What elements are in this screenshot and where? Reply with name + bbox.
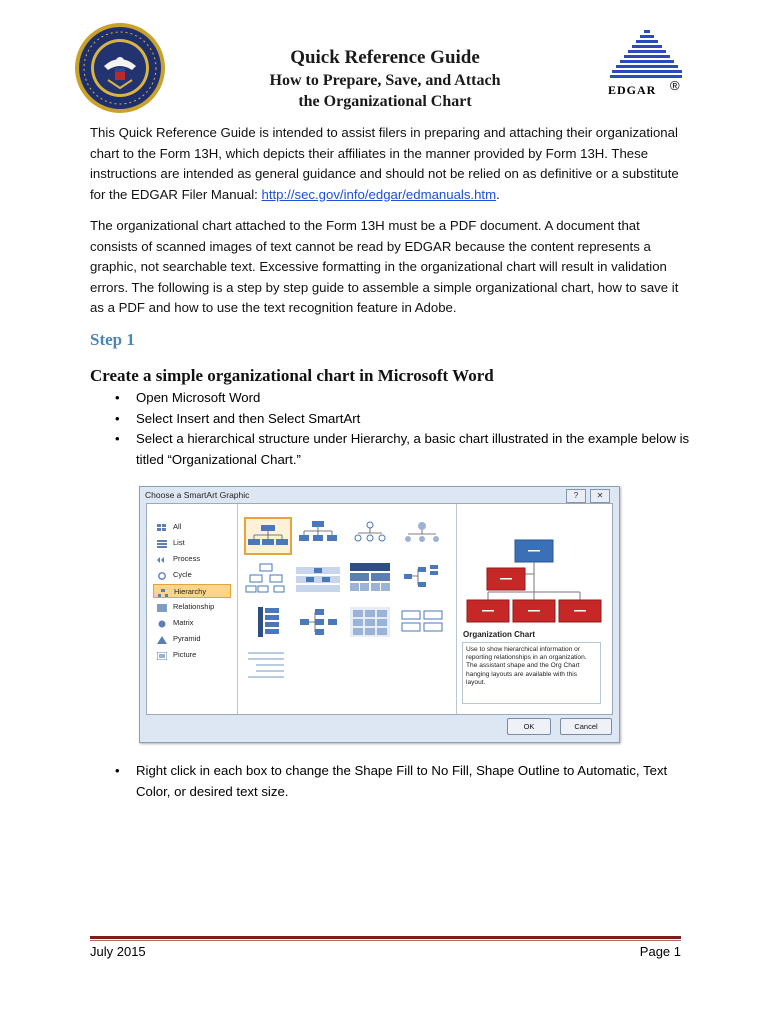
layout-hierarchy[interactable] [244,561,288,595]
edgar-manual-link[interactable]: http://sec.gov/info/edgar/edmanuals.htm [261,186,497,202]
category-label: Process [173,554,201,563]
org-chart-thumb-icon [246,519,290,553]
step-bullet-list [90,388,690,470]
title-block [180,46,590,112]
list-item-text: Open Microsoft Word [136,390,261,405]
layout-half-circle-org-chart[interactable] [348,517,392,551]
section-heading: Create a simple organizational chart in Microsoft Word [90,366,494,385]
category-hierarchy[interactable] [153,584,231,598]
edgar-logo [600,26,690,106]
category-process[interactable] [153,552,231,566]
footer-date: July 2015 [90,944,146,959]
list-item [90,388,690,409]
page-subtitle-line1: How to Prepare, Save, and Attach [269,72,501,89]
followup-bullet-list [90,761,690,802]
page-subtitle-line2: the Organizational Chart [298,93,472,110]
footer-page-number: Page 1 [639,944,681,959]
intro-paragraph-2: The organizational chart attached to the Form 13H must be a PDF document. A document that consists of scanned images of text cannot be read by EDGAR because the content represents a graphic, not searchable text. Excessive formatting in the organizational chart will result in validation errors. The following is a step by step guide to assemble a simple organizational chart, how to save it as a PDF and how to use the text recognition feature in Adobe. [90,218,679,315]
list-item [90,429,690,470]
layout-horizontal-hierarchy[interactable] [400,561,444,595]
dialog-title: Choose a SmartArt Graphic [145,490,250,500]
category-list [147,504,238,714]
bullet-icon: • [115,390,120,405]
layout-lined-list[interactable] [244,649,288,683]
close-button[interactable]: ✕ [590,489,610,503]
preview-pane [459,504,612,714]
step-heading: Step 1 [90,330,135,349]
intro-paragraph-1-text: This Quick Reference Guide is intended to assist filers in preparing and attaching their organizational chart to the Form 13H, which depicts their affiliates in the manner provided by Form 13H. These instructions are intended as general guidance and should not be relied on as definitive or a substitute for the EDGAR Filer Manual: [90,125,679,202]
layout-name-title-org-chart[interactable] [296,517,340,551]
relationship-icon [157,603,167,611]
layout-hierarchy-list[interactable] [244,605,288,639]
process-icon [157,555,167,563]
category-matrix[interactable] [153,616,231,630]
layout-table-hierarchy[interactable] [348,561,392,595]
circle-hierarchy-thumb-icon [400,517,444,551]
layout-circle-picture-hierarchy[interactable] [400,517,444,551]
dialog-body [146,503,613,715]
half-circle-thumb-icon [348,517,392,551]
preview-title: Organization Chart [463,630,536,639]
bullet-icon: • [115,410,120,426]
architecture-thumb-icon [348,605,392,639]
bullet-icon: • [115,763,120,778]
layout-gallery [239,504,457,714]
table-hierarchy-thumb-icon [348,561,392,595]
footer-divider [90,936,681,939]
org-chart-preview-icon [459,504,612,624]
category-label: Matrix [173,618,194,627]
footer-divider-thin [90,940,681,941]
labeled-hierarchy-thumb-icon [296,561,340,595]
category-label: Picture [173,650,197,659]
edgar-logo-text: EDGAR [608,83,657,97]
layout-architecture[interactable] [348,605,392,639]
intro-paragraph-1 [90,123,680,205]
category-picture[interactable] [153,648,231,662]
category-pyramid[interactable] [153,632,231,646]
horizontal-hierarchy-thumb-icon [400,561,444,595]
name-title-thumb-icon [296,517,340,551]
list-icon [157,539,167,547]
horizontal-org-thumb-icon [296,605,340,639]
layout-labeled-hierarchy[interactable] [296,561,340,595]
category-label: Cycle [173,570,192,579]
list-item-text: Right click in each box to change the Shape Fill to No Fill, Shape Outline to Automatic, Text Color, or desired text size. [136,763,668,799]
hierarchy-icon [158,588,168,596]
matrix-icon [157,619,167,627]
hierarchy-list-thumb-icon [244,605,288,639]
hierarchy-thumb-icon [244,561,288,595]
list-item [90,409,690,430]
cycle-icon [157,571,167,579]
page-title: Quick Reference Guide [290,47,480,68]
layout-organization-chart[interactable] [244,517,292,555]
help-button[interactable]: ? [566,489,586,503]
category-relationship[interactable] [153,600,231,614]
preview-description: Use to show hierarchical information or reporting relationships in an organization. The assistant shape and the Org Chart hanging layouts are available with this layout. [462,642,601,704]
list-item-text: Select a hierarchical structure under Hierarchy, a basic chart illustrated in the example below is titled “Organizational Chart.” [136,431,690,467]
sec-seal-logo [74,22,166,114]
multi-level-thumb-icon [400,605,444,639]
category-cycle[interactable] [153,568,231,582]
category-label: All [173,522,182,531]
pyramid-icon [157,635,167,643]
category-label: Pyramid [173,634,201,643]
layout-horizontal-multi-level[interactable] [400,605,444,639]
bullet-icon: • [115,431,120,446]
category-all[interactable] [153,520,231,534]
category-list-item[interactable] [153,536,231,550]
registered-mark: ® [670,78,680,93]
all-icon [157,523,167,531]
layout-horizontal-org-chart[interactable] [296,605,340,639]
ok-button[interactable]: OK [507,718,551,735]
lined-list-thumb-icon [244,649,288,683]
intro-paragraph-1-end: . [496,186,500,202]
smartart-dialog-screenshot [139,486,620,743]
cancel-button[interactable]: Cancel [560,718,612,735]
list-item-text: Select Insert and then Select SmartArt [136,410,361,426]
category-label: List [173,538,185,547]
category-label: Hierarchy [174,587,207,596]
list-item [90,761,690,802]
picture-icon [157,651,167,659]
category-label: Relationship [173,602,215,611]
